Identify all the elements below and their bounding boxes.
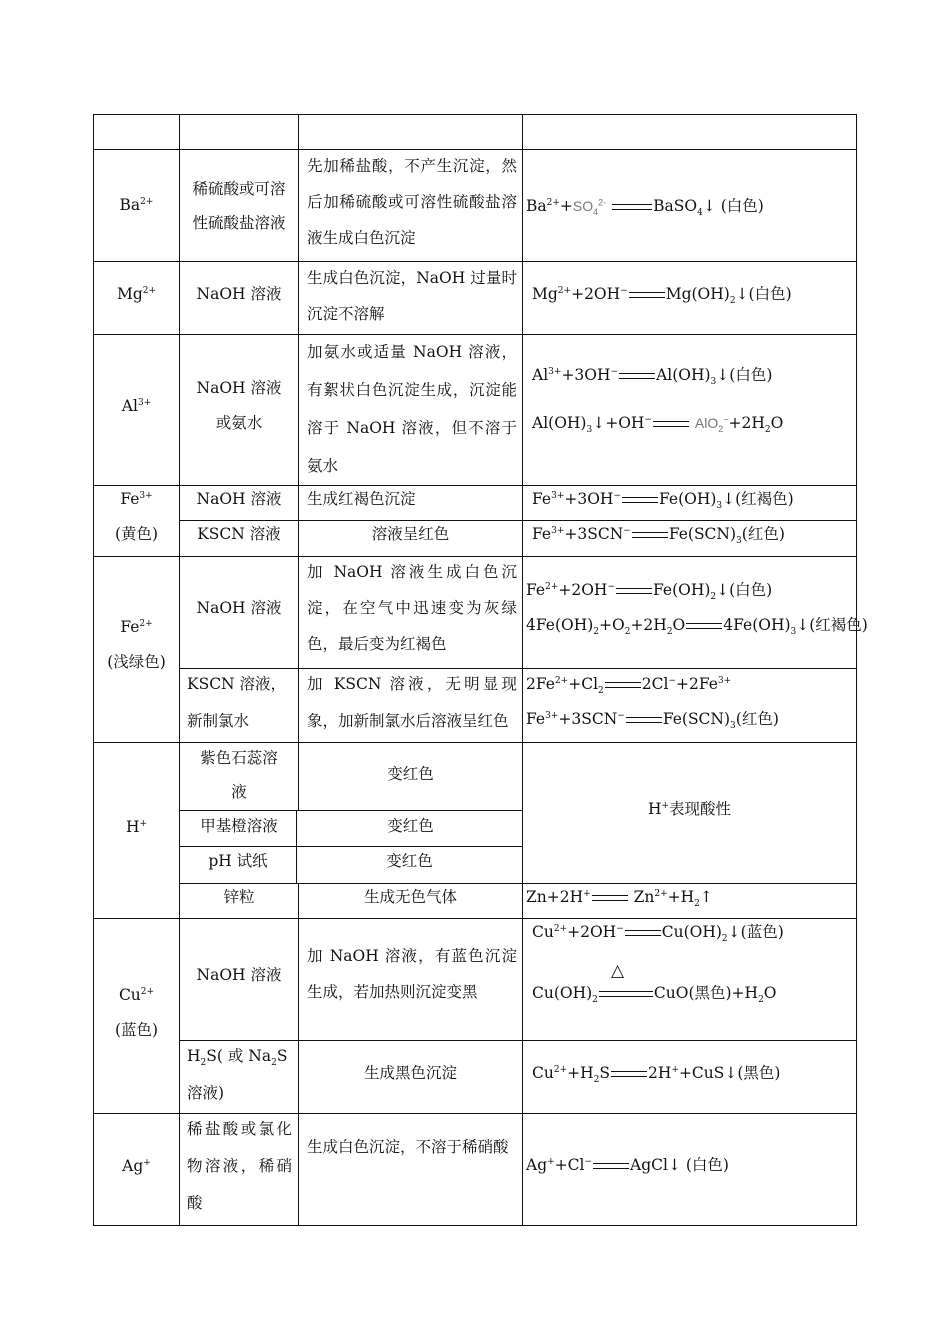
equals-sign-icon bbox=[619, 373, 655, 379]
reagent-h-methylorange: 甲基橙溶液 bbox=[200, 817, 278, 835]
phenomenon-h-methylorange: 变红色 bbox=[387, 817, 434, 835]
ion-al: $Al^{3+}$ bbox=[121, 397, 152, 415]
equation-fe3-kscn: $Fe^{3+}+3SCN^-$ $Fe(SCN)_3$(红色) bbox=[532, 525, 785, 547]
equals-sign-icon bbox=[686, 623, 722, 629]
equation-al-2: $Al(OH)_3↓+OH^-$ $AlO_2^-+2H_2O$ bbox=[532, 414, 784, 436]
equals-sign-icon bbox=[612, 204, 652, 210]
phenomenon-h-litmus: 变红色 bbox=[387, 765, 434, 783]
equation-ag: Ag++Cl− AgCl↓ (白色) bbox=[526, 1156, 729, 1174]
equation-cu-naoh-2: $Cu(OH)_2$ CuO(黑色)$+H_2O$ bbox=[532, 984, 777, 1006]
equation-fe3-naoh: $Fe^{3+}+3OH^-$ $Fe(OH)_3↓$(红褐色) bbox=[532, 490, 794, 512]
equation-ba: $Ba^{2+}+SO_4^{2-}$ BaSO$_4$↓ (白色) bbox=[526, 196, 764, 218]
reagent-cu-h2s: $H_2S$( 或 $Na_2S$ 溶液) bbox=[187, 1047, 288, 1102]
reagent-fe2-naoh: NaOH 溶液 bbox=[196, 599, 282, 617]
equation-al-1: $Al^{3+}+3OH^-$ $Al(OH)_3↓$(白色) bbox=[532, 366, 773, 388]
equation-mg: $Mg^{2+}+2OH^-$ $Mg(OH)_2↓$(白色) bbox=[532, 285, 792, 307]
phenomenon-h-ph-paper: 变红色 bbox=[386, 852, 433, 870]
reagent-fe3-naoh: NaOH 溶液 bbox=[196, 490, 282, 508]
reagent-h-ph-paper: pH 试纸 bbox=[208, 852, 268, 870]
reagent-fe3-kscn: KSCN 溶液 bbox=[197, 525, 281, 543]
reagent-ba: 稀硫酸或可溶性硫酸盐溶液 bbox=[192, 179, 286, 232]
equals-sign-icon bbox=[653, 421, 689, 427]
equation-fe2-kscn-2: $Fe^{3+}+3SCN^-$ $Fe(SCN)_3$(红色) bbox=[526, 710, 779, 732]
phenomenon-ba: 先加稀盐酸，不产生沉淀，然后加稀硫酸或可溶性硫酸盐溶液生成白色沉淀 bbox=[307, 157, 517, 247]
phenomenon-h-zinc: 生成无色气体 bbox=[363, 888, 457, 906]
ion-fe2-color: (浅绿色) bbox=[107, 653, 166, 671]
phenomenon-al: 加氨水或适量 NaOH 溶液，有絮状白色沉淀生成，沉淀能溶于 NaOH 溶液，但不溶于氨水 bbox=[307, 343, 517, 475]
equals-sign-icon bbox=[622, 497, 658, 503]
ion-fe3: $Fe^{3+}$ bbox=[120, 490, 153, 508]
equation-fe2-naoh-1: $Fe^{2+}+2OH^-$ $Fe(OH)_2↓$(白色) bbox=[526, 581, 773, 603]
ion-fe2: $Fe^{2+}$ bbox=[120, 618, 153, 636]
heat-triangle-icon: △ bbox=[611, 961, 625, 981]
equals-sign-icon bbox=[605, 682, 641, 688]
equals-sign-icon bbox=[625, 930, 661, 936]
reagent-cu-naoh: NaOH 溶液 bbox=[196, 966, 282, 984]
equation-cu-h2s: $Cu^{2+}+H_2S$ 2H++CuS↓(黑色) bbox=[532, 1064, 781, 1086]
equals-sign-icon bbox=[629, 292, 665, 298]
equation-h-zinc: Zn+2H+ $Zn^{2+}+H_2↑$ bbox=[526, 888, 713, 910]
phenomenon-fe3-naoh: 生成红褐色沉淀 bbox=[307, 490, 416, 508]
ion-fe3-color: (黄色) bbox=[114, 525, 159, 543]
phenomenon-fe2-naoh: 加 NaOH 溶液生成白色沉淀，在空气中迅速变为灰绿色，最后变为红褐色 bbox=[307, 563, 517, 653]
equals-sign-icon bbox=[616, 588, 652, 594]
ion-cu: $Cu^{2+}$ bbox=[118, 986, 155, 1004]
reagent-h-litmus: 紫色石蕊溶液 bbox=[200, 749, 278, 801]
h-acidity-note: H+表现酸性 bbox=[647, 800, 732, 818]
equation-fe2-kscn-1: $2Fe^{2+}+Cl_2$ $2Cl^-+2Fe^{3+}$ bbox=[526, 675, 732, 697]
ion-ag: Ag+ bbox=[122, 1157, 151, 1175]
equals-sign-icon bbox=[632, 532, 668, 538]
phenomenon-cu-h2s: 生成黑色沉淀 bbox=[363, 1064, 457, 1082]
equation-fe2-naoh-2: $4Fe(OH)_2+O_2+2H_2O$ $4Fe(OH)_3↓$(红褐色) bbox=[526, 616, 868, 638]
equals-sign-icon bbox=[626, 717, 662, 723]
reagent-mg: NaOH 溶液 bbox=[196, 285, 282, 303]
ion-mg: $Mg^{2+}$ bbox=[116, 285, 157, 303]
phenomenon-fe2-kscn: 加 KSCN 溶液，无明显现象，加新制氯水后溶液呈红色 bbox=[307, 675, 517, 730]
reagent-al: NaOH 溶液或氨水 bbox=[196, 379, 282, 432]
reagent-fe2-kscn: KSCN 溶液，新制氯水 bbox=[187, 675, 287, 730]
phenomenon-fe3-kscn: 溶液呈红色 bbox=[371, 525, 450, 543]
phenomenon-mg: 生成白色沉淀，NaOH 过量时沉淀不溶解 bbox=[307, 269, 517, 323]
ion-ba: $Ba^{2+}$ bbox=[119, 196, 154, 214]
reagent-ag: 稀盐酸或氯化物溶液，稀硝酸 bbox=[187, 1120, 292, 1212]
equals-sign-icon bbox=[592, 895, 628, 901]
ion-h: H+ bbox=[125, 818, 148, 836]
reagent-h-zinc: 锌粒 bbox=[223, 888, 255, 906]
equals-sign-icon bbox=[599, 991, 653, 997]
equals-sign-icon bbox=[611, 1071, 647, 1077]
equals-sign-icon bbox=[593, 1163, 629, 1169]
ion-cu-color: (蓝色) bbox=[114, 1021, 159, 1039]
phenomenon-ag: 生成白色沉淀，不溶于稀硝酸 bbox=[307, 1138, 509, 1156]
equation-cu-naoh-1: $Cu^{2+}+2OH^-$ $Cu(OH)_2↓$(蓝色) bbox=[532, 923, 784, 945]
phenomenon-cu-naoh: 加 NaOH 溶液，有蓝色沉淀生成，若加热则沉淀变黑 bbox=[307, 947, 517, 1001]
